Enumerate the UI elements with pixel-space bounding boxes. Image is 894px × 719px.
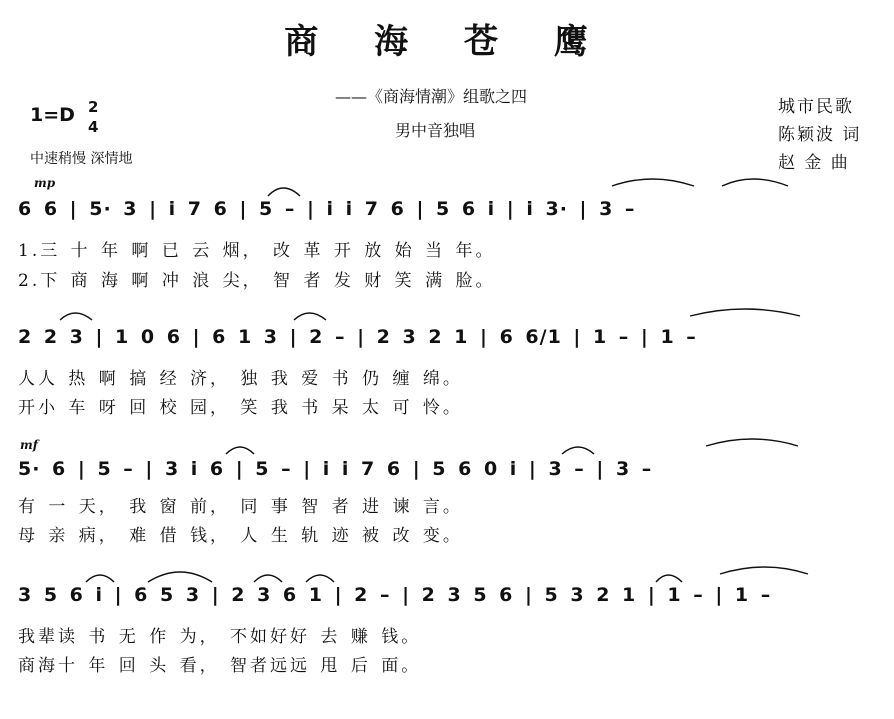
lyrics-line-2-verse-1: 人人 热 啊 搞 经 济， 独 我 爱 书 仍 缠 绵。 (18, 369, 463, 389)
slur-mark (148, 572, 212, 582)
slur-mark (720, 567, 808, 574)
notation-line-3: 5· 6 | 5 – | 3 i 6 | 5 – | i i 7 6 | 5 6 0 i | 3 – | 3 – (18, 458, 653, 480)
slur-mark (706, 439, 798, 446)
tempo-marking: 中速稍慢 深情地 (30, 151, 133, 167)
lyrics-line-4-verse-1: 我辈读 书 无 作 为， 不如好好 去 赚 钱。 (18, 627, 422, 647)
slur-mark (86, 575, 114, 582)
credit-lyricist: 陈颖波 词 (778, 125, 862, 145)
slur-mark (306, 575, 334, 582)
slur-mark (722, 179, 788, 186)
slur-mark (268, 188, 300, 196)
credit-composer: 赵 金 曲 (778, 153, 850, 173)
notation-line-4: 3 5 6 i | 6 5 3 | 2 3 6 1 | 2 – | 2 3 5 6 | 5 3 2 1 | 1 – | 1 – (18, 584, 772, 606)
key-signature: 1=D (30, 104, 75, 126)
lyrics-line-1-verse-2: 2.下 商 海 啊 冲 浪 尖， 智 者 发 财 笑 满 脸。 (18, 271, 496, 291)
slur-mark (226, 447, 254, 454)
dynamic-mf: mf (20, 438, 38, 452)
lyrics-line-3-verse-1: 有 一 天， 我 窗 前， 同 事 智 者 进 谏 言。 (18, 497, 463, 517)
song-subtitle: ——《商海情潮》组歌之四 (335, 87, 528, 106)
time-signature-top: 2 (88, 98, 99, 116)
lyrics-line-1-verse-1: 1.三 十 年 啊 已 云 烟， 改 革 开 放 始 当 年。 (18, 241, 496, 261)
lyrics-line-4-verse-2: 商海十 年 回 头 看， 智者远远 甩 后 面。 (18, 656, 422, 676)
slur-mark (656, 575, 682, 582)
slur-mark (562, 447, 594, 454)
notation-line-1: 6 6 | 5· 3 | i 7 6 | 5 – | i i 7 6 | 5 6 i | i 3· | 3 – (18, 198, 636, 220)
dynamic-mp: mp (34, 176, 56, 190)
slur-mark (612, 179, 694, 186)
slur-mark (690, 309, 800, 316)
credit-genre: 城市民歌 (778, 97, 854, 117)
song-title: 商 海 苍 鹰 (284, 22, 610, 62)
time-signature-bottom: 4 (88, 118, 99, 136)
notation-line-2: 2 2 3 | 1 0 6 | 6 1 3 | 2 – | 2 3 2 1 | 6 6/1 | 1 – | 1 – (18, 326, 697, 348)
slur-mark (294, 313, 326, 320)
slur-mark (254, 575, 282, 582)
lyrics-line-3-verse-2: 母 亲 病， 难 借 钱， 人 生 轨 迹 被 改 变。 (18, 526, 463, 546)
slur-mark (60, 313, 92, 320)
performer-note: 男中音独唱 (395, 121, 476, 140)
lyrics-line-2-verse-2: 开小 车 呀 回 校 园， 笑 我 书 呆 太 可 怜。 (18, 398, 463, 418)
